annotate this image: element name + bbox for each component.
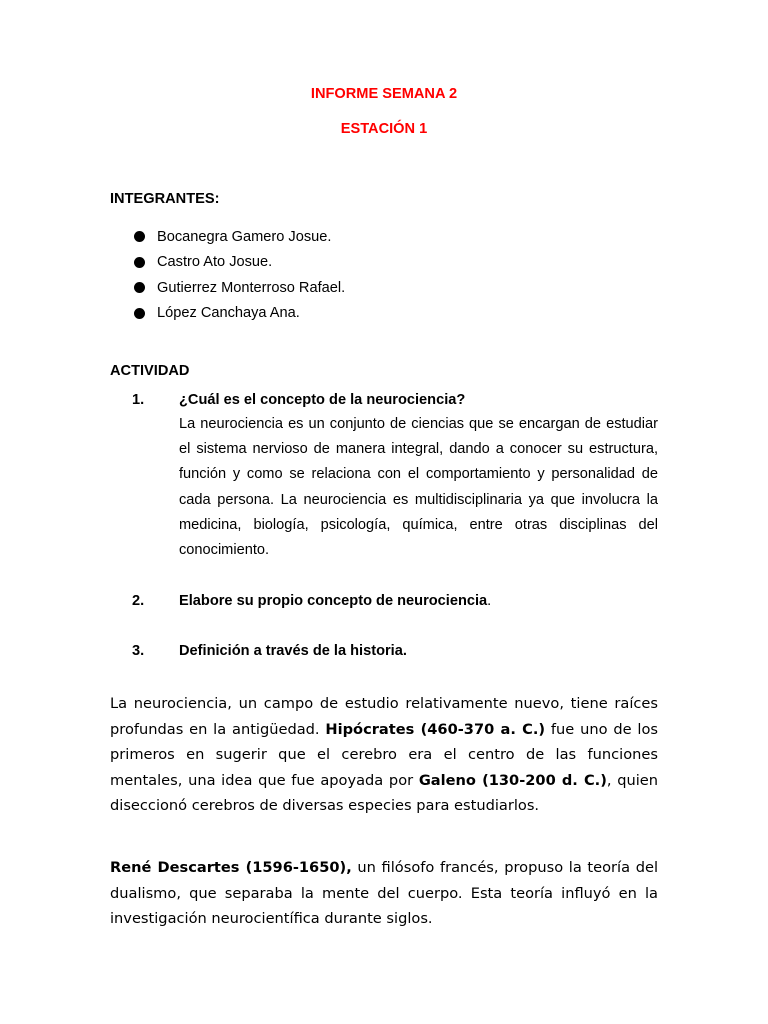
- list-item: [134, 275, 345, 301]
- bullet-icon: [134, 308, 145, 319]
- question-text: Definición a través de la historia.: [179, 643, 407, 659]
- history-bold: Galeno (130-200 d. C.): [418, 771, 607, 789]
- history-text: , quien diseccionó cerebros de diversas especies para estudiarlos.: [110, 771, 659, 814]
- bullet-icon: [134, 231, 145, 242]
- history-paragraph-2: [110, 855, 658, 932]
- history-text: un filósofo francés, propuso la teoría del dualismo, que separaba la mente del cuerpo. Esta teoría influyó en la investigación neurocientífica durante siglos.: [110, 859, 658, 927]
- question-text: [179, 593, 491, 609]
- answer-paragraph: La neurociencia es un conjunto de ciencias que se encargan de estudiar el sistema nervioso de manera integral, dando a conocer su estructura, función y como se relaciona con el comportamiento y personalidad de cada persona. La neurociencia es multidisciplinaria ya que involucra la medicina, biología, psicología, química, entre otras disciplinas del conocimiento.: [179, 416, 658, 559]
- members-heading: INTEGRANTES:: [110, 191, 220, 207]
- question-label: Elabore su propio concepto de neurociencia: [179, 593, 488, 609]
- bullet-icon: [134, 257, 145, 268]
- report-subtitle: ESTACIÓN 1: [340, 121, 428, 137]
- list-item: [134, 301, 345, 327]
- history-bold: René Descartes (1596-1650),: [110, 859, 352, 876]
- question-number: 2.: [132, 593, 145, 609]
- question-number: 1.: [132, 392, 145, 408]
- history-text: fue uno de los primeros en sugerir que el cerebro era el centro de las funciones mentales, una idea que fue apoyada por: [110, 720, 658, 789]
- question-period: .: [487, 593, 492, 609]
- member-name: López Canchaya Ana.: [157, 305, 300, 322]
- activity-heading: ACTIVIDAD: [110, 363, 190, 379]
- report-title: INFORME SEMANA 2: [310, 86, 458, 102]
- members-list: [134, 224, 345, 326]
- bullet-icon: [134, 282, 145, 293]
- history-bold: Hipócrates (460-370 a. C.): [325, 720, 546, 738]
- history-paragraph-1: [110, 691, 658, 819]
- history-text: La neurociencia, un campo de estudio relativamente nuevo, tiene raíces profundas en la antigüedad.: [110, 695, 658, 738]
- question-text: ¿Cuál es el concepto de la neurociencia?: [179, 392, 466, 408]
- question-number: 3.: [132, 643, 145, 659]
- member-name: Bocanegra Gamero Josue.: [157, 228, 332, 245]
- list-item: [134, 250, 345, 276]
- member-name: Castro Ato Josue.: [157, 254, 273, 271]
- list-item: [134, 224, 345, 250]
- member-name: Gutierrez Monterroso Rafael.: [157, 279, 346, 296]
